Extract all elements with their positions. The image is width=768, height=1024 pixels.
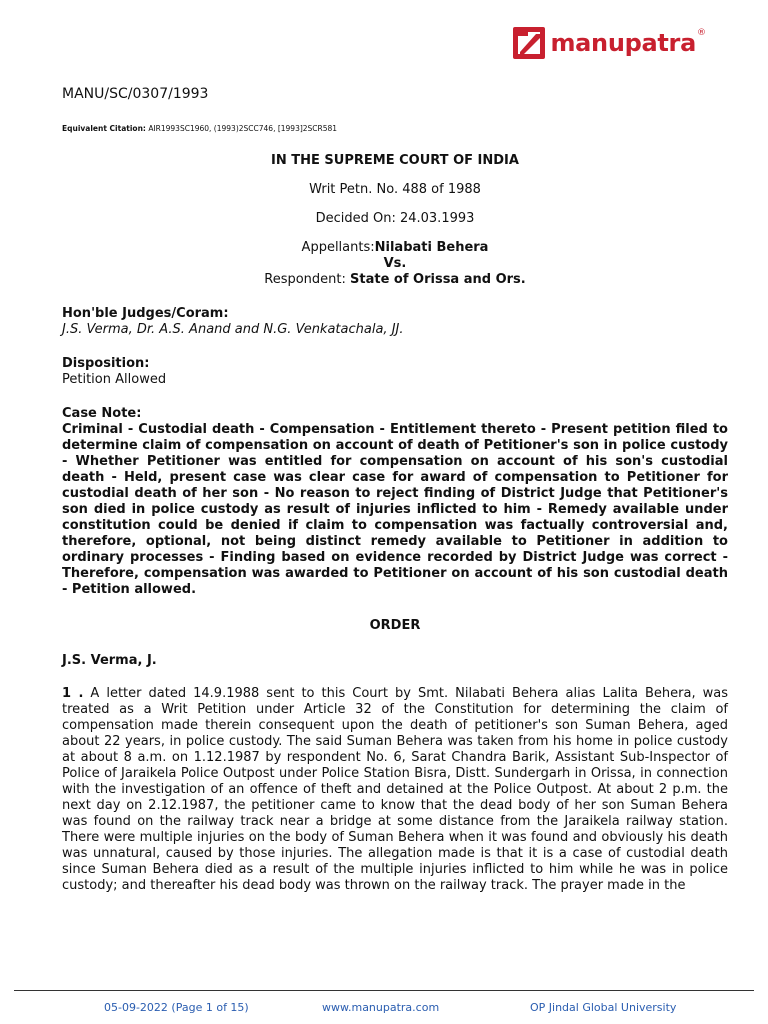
- case-note-text: Criminal - Custodial death - Compensation - Entitlement thereto - Present petition filed to determine claim of compensation on account of death of Petitioner's son in police custody - Whether Petitioner was entitled for compensation on account of his son's custodial death - Held, present case was clear case for award of compensation to Petitioner for custodial death of her son - No reason to reject finding of District Judge that Petitioner's son died in police custody as result of injuries inflicted to him - Remedy available under constitution could be denied if claim to compensation was factually controversial and, therefore, optional, not being distinct remedy available to Petitioner in addition to ordinary processes - Finding based on evidence recorded by District Judge was correct - Therefore, compensation was awarded to Petitioner on account of his son custodial death - Petition allowed.: [62, 422, 728, 597]
- appellants-name: Nilabati Behera: [374, 240, 489, 255]
- respondent-line: [62, 272, 728, 288]
- respondent-label: Respondent:: [264, 272, 351, 287]
- paragraph-number: 1 .: [62, 686, 84, 701]
- judges-heading: Hon'ble Judges/Coram:: [62, 306, 229, 321]
- court-name: IN THE SUPREME COURT OF INDIA: [271, 153, 519, 168]
- equivalent-citation: [62, 124, 728, 133]
- manupatra-logo: [512, 26, 706, 60]
- citation-number: MANU/SC/0307/1993: [62, 86, 209, 102]
- order-heading: ORDER: [369, 618, 421, 633]
- footer-divider: [14, 990, 754, 991]
- case-note-heading: Case Note:: [62, 406, 142, 421]
- order-judge: J.S. Verma, J.: [62, 653, 157, 668]
- disposition-value: Petition Allowed: [62, 372, 167, 387]
- respondent-name: State of Orissa and Ors.: [350, 272, 526, 287]
- paragraph-1: [62, 686, 728, 894]
- judges-names: J.S. Verma, Dr. A.S. Anand and N.G. Venkatachala, JJ.: [62, 322, 404, 337]
- equivalent-citation-value: AIR1993SC1960, (1993)2SCC746, [1993]2SCR581: [148, 124, 338, 133]
- petition-number: Writ Petn. No. 488 of 1988: [309, 182, 481, 197]
- footer-institution: OP Jindal Global University: [530, 1001, 677, 1014]
- document-body: [62, 86, 728, 894]
- appellants-label: Appellants:: [301, 240, 375, 255]
- versus: Vs.: [383, 256, 407, 271]
- manupatra-logo-icon: [512, 26, 546, 60]
- equivalent-citation-label: Equivalent Citation:: [62, 124, 146, 133]
- decided-date: Decided On: 24.03.1993: [315, 211, 475, 226]
- footer-date-page: 05-09-2022 (Page 1 of 15): [104, 1001, 249, 1014]
- paragraph-text: A letter dated 14.9.1988 sent to this Court by Smt. Nilabati Behera alias Lalita Behera, was treated as a Writ Petition under Article 32 of the Constitution for determining the claim of compensation made therein consequent upon the death of petitioner's son Suman Behera, aged about 22 years, in police custody. The said Suman Behera was taken from his home in police custody at about 8 a.m. on 1.12.1987 by respondent No. 6, Sarat Chandra Barik, Assistant Sub-Inspector of Police of Jaraikela Police Outpost under Police Station Bisra, Distt. Sundergarh in Orissa, in connection with the investigation of an offence of theft and detained at the Police Outpost. At about 2 p.m. the next day on 2.12.1987, the petitioner came to know that the dead body of her son Suman Behera was found on the railway track near a bridge at some distance from the Jaraikela railway station. There were multiple injuries on the body of Suman Behera when it was found and obviously his death was unnatural, caused by those injuries. The allegation made is that it is a case of custodial death since Suman Behera died as a result of the multiple injuries inflicted to him while he was in police custody; and thereafter his dead body was thrown on the railway track. The prayer made in the: [62, 686, 728, 893]
- disposition-heading: Disposition:: [62, 356, 150, 371]
- parties-block: [62, 240, 728, 288]
- footer-website-link[interactable]: www.manupatra.com: [322, 1001, 440, 1014]
- manupatra-logo-text: manupatra: [550, 29, 696, 57]
- registered-mark: ®: [697, 28, 706, 38]
- appellants-line: [62, 240, 728, 256]
